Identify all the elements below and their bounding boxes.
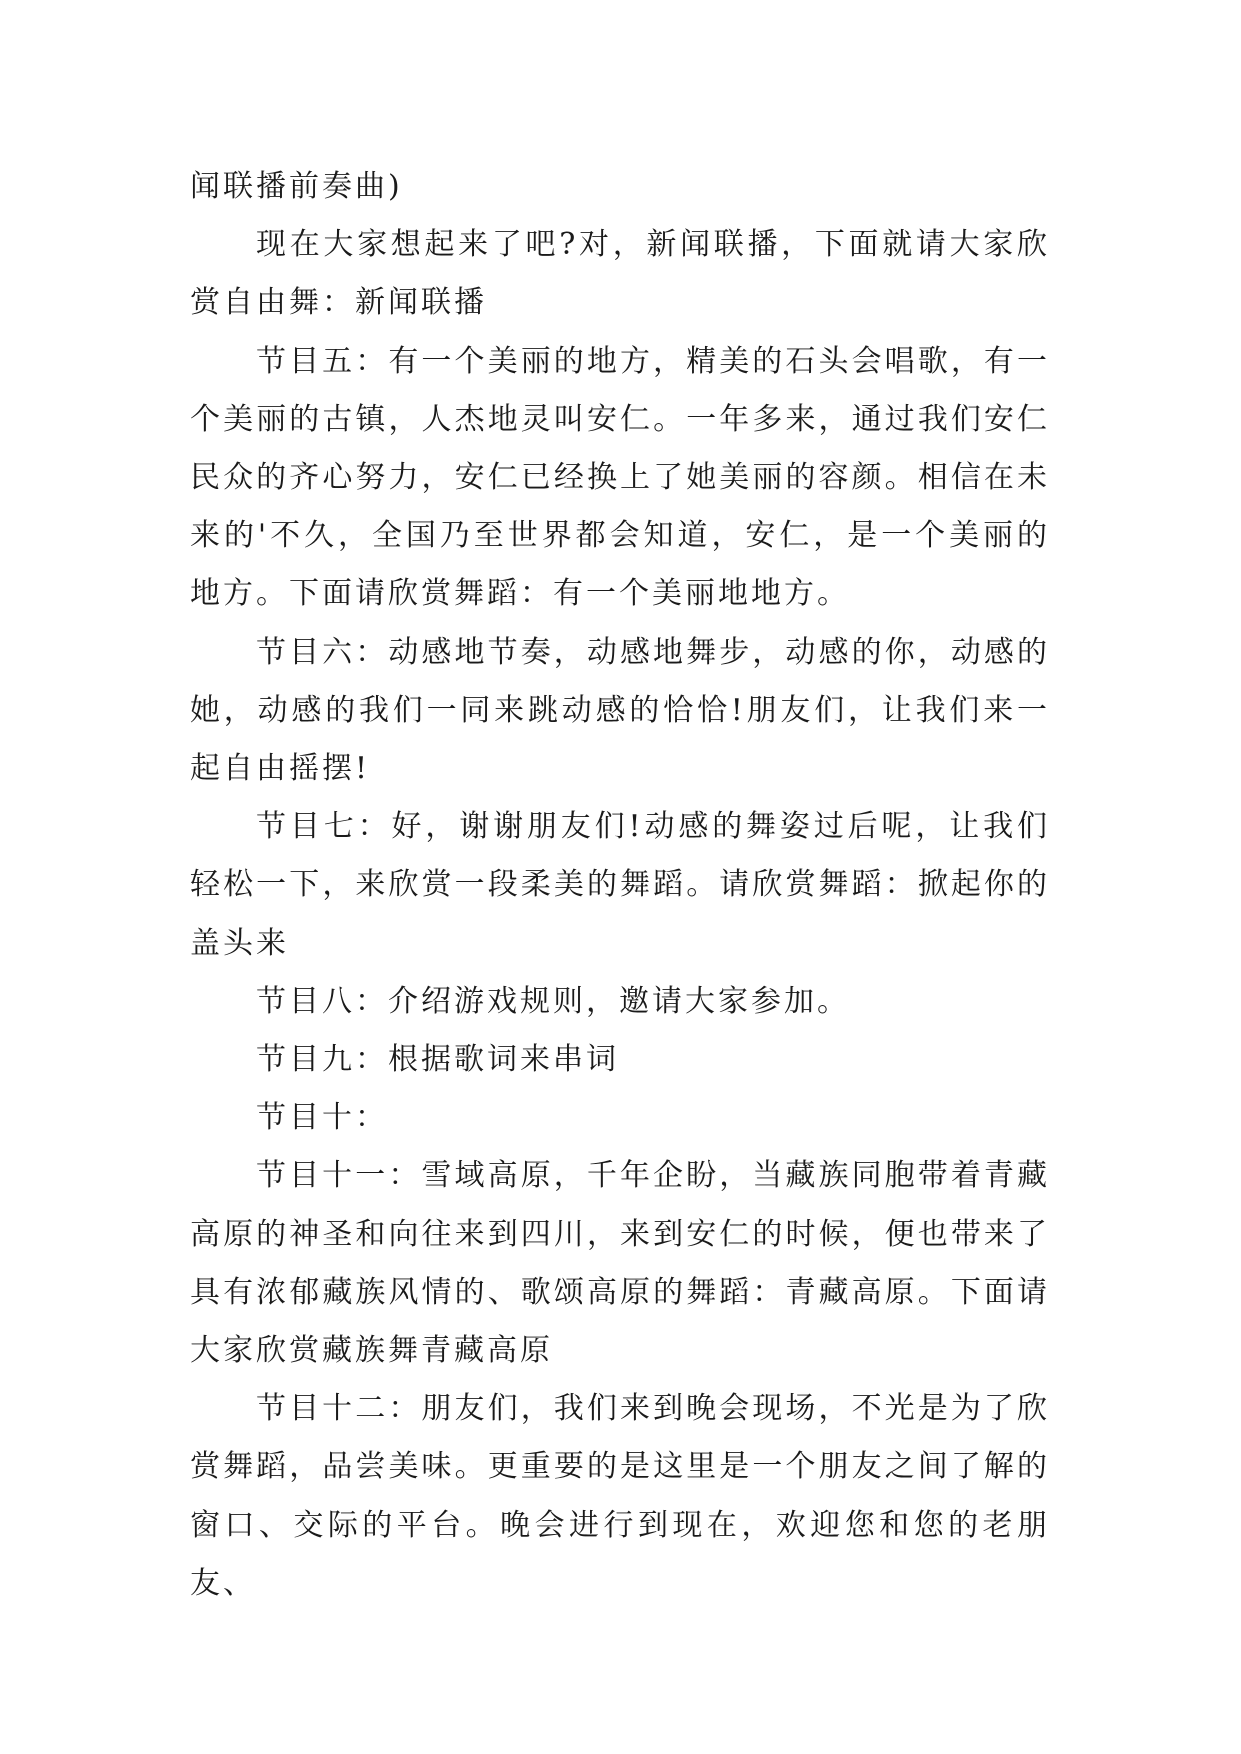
paragraph-program-8: 节目八：介绍游戏规则，邀请大家参加。 xyxy=(256,983,850,1019)
paragraph-program-5: 节目五：有一个美丽的地方，精美的石头会唱歌，有一个美丽的古镇，人杰地灵叫安仁。一年多来，通过我们安仁民众的齐心努力，安仁已经换上了她美丽的容颜。相信在未来的'不久，全国乃至世界都会知道，安仁，是一个美丽的地方。下面请欣赏舞蹈：有一个美丽地地方。 xyxy=(190,343,1050,612)
paragraph-intro: 现在大家想起来了吧?对，新闻联播，下面就请大家欣赏自由舞：新闻联播 xyxy=(190,227,1050,321)
paragraph-program-11: 节目十一：雪域高原，千年企盼，当藏族同胞带着青藏高原的神圣和向往来到四川，来到安仁的时候，便也带来了具有浓郁藏族风情的、歌颂高原的舞蹈：青藏高原。下面请大家欣赏藏族舞青藏高原 xyxy=(190,1158,1050,1369)
paragraph-program-12: 节目十二：朋友们，我们来到晚会现场，不光是为了欣赏舞蹈，品尝美味。更重要的是这里是一个朋友之间了解的窗口、交际的平台。晚会进行到现在，欢迎您和您的老朋友、 xyxy=(190,1391,1050,1601)
paragraph-program-6: 节目六：动感地节奏，动感地舞步，动感的你，动感的她，动感的我们一同来跳动感的恰恰!朋友们，让我们来一起自由摇摆! xyxy=(190,634,1050,787)
document-body xyxy=(190,158,1050,1613)
paragraph-program-10: 节目十： xyxy=(256,1100,388,1136)
paragraph-program-7: 节目七：好，谢谢朋友们!动感的舞姿过后呢，让我们轻松一下，来欣赏一段柔美的舞蹈。请欣赏舞蹈：掀起你的盖头来 xyxy=(190,809,1050,961)
paragraph-continuation: 闻联播前奏曲) xyxy=(190,169,403,204)
paragraph-program-9: 节目九：根据歌词来串词 xyxy=(256,1042,619,1078)
